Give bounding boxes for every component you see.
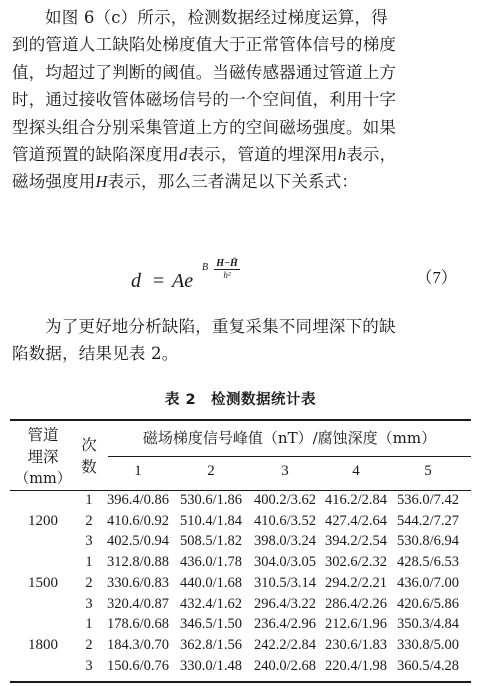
table-caption: 表 2 检测数据统计表 — [164, 392, 317, 408]
table-cell: 178.6/0.68 — [106, 616, 170, 633]
table-cell: 544.2/7.27 — [396, 512, 460, 529]
text-line: 时，通过接收管体磁场信号的一个空间值，利用十字 — [12, 90, 397, 110]
table-cell: 220.4/1.98 — [324, 657, 388, 674]
variable-h: h — [337, 145, 347, 165]
table-cell: 296.4/3.22 — [253, 595, 317, 612]
equation-numerator: H−H̄ — [216, 258, 238, 269]
count-cell: 1 — [85, 554, 93, 571]
table-cell: 346.5/1.50 — [179, 616, 243, 633]
table-top-rule — [10, 419, 471, 421]
table-header-subrule — [108, 456, 471, 457]
equation-7 — [0, 258, 481, 308]
table-cell: 398.0/3.24 — [253, 533, 317, 550]
column-header-3: 3 — [281, 463, 289, 479]
table-cell: 530.6/1.86 — [179, 492, 243, 508]
body-paragraph-2 — [12, 313, 472, 368]
table-cell: 236.4/2.96 — [253, 616, 317, 633]
equation-rhs: Ae — [172, 270, 194, 292]
table-cell: 410.6/0.92 — [106, 512, 170, 529]
table-cell: 394.2/2.54 — [324, 533, 388, 550]
count-cell: 2 — [85, 636, 93, 653]
table-cell: 508.5/1.82 — [179, 533, 243, 550]
text-line — [12, 141, 472, 168]
table-cell: 436.0/1.78 — [179, 554, 243, 571]
table-cell: 212.6/1.96 — [324, 616, 388, 633]
table-bottom-rule — [10, 681, 471, 683]
table-cell: 184.3/0.70 — [106, 636, 170, 653]
header-depth-unit: （mm） — [14, 471, 72, 487]
table-cell: 400.2/3.62 — [253, 492, 317, 508]
table-cell: 432.4/1.62 — [179, 595, 243, 612]
table-cell: 436.0/7.00 — [396, 574, 460, 591]
text-span: 表示， — [346, 145, 397, 165]
text-line: 陷数据，结果见表 2。 — [12, 344, 179, 364]
table-cell: 396.4/0.86 — [106, 492, 170, 508]
column-header-5: 5 — [424, 463, 432, 479]
header-count-line-1: 次 — [81, 436, 97, 454]
table-cell: 427.4/2.64 — [324, 512, 388, 529]
table-cell: 420.6/5.86 — [396, 595, 460, 612]
count-cell: 3 — [85, 595, 93, 612]
table-cell: 510.4/1.84 — [179, 512, 243, 529]
table-cell: 150.6/0.76 — [106, 657, 170, 674]
equation-exponent-coef: B — [202, 262, 209, 273]
text-span: 表示，那么三者满足以下关系式： — [107, 172, 359, 192]
table-header-rule — [10, 490, 471, 491]
table-cell: 428.5/6.53 — [396, 554, 460, 571]
equation-equals: = — [153, 270, 165, 292]
text-line: 型探头组合分别采集管道上方的空间磁场强度。如果 — [12, 117, 397, 137]
header-group: 磁场梯度信号峰值（nT）/腐蚀深度（mm） — [142, 429, 437, 447]
text-line: 如图 6（c）所示，检测数据经过梯度运算，得 — [45, 8, 388, 27]
variable-H: H — [95, 172, 108, 192]
header-depth-line-2: 埋深 — [27, 448, 59, 466]
equation-exponent-fraction — [213, 258, 241, 280]
table-cell: 330.6/0.83 — [106, 574, 170, 591]
equation-denominator: h² — [223, 270, 231, 280]
column-header-1: 1 — [134, 463, 142, 479]
depth-cell: 1200 — [28, 512, 58, 529]
count-cell: 2 — [85, 512, 93, 529]
table-cell: 294.2/2.21 — [324, 574, 388, 591]
text-line: 为了更好地分析缺陷，重复采集不同埋深下的缺 — [45, 317, 396, 336]
table-cell: 350.3/4.84 — [396, 616, 460, 633]
table-cell: 402.5/0.94 — [106, 533, 170, 550]
table-cell: 320.4/0.87 — [106, 595, 170, 612]
table-cell: 330.0/1.48 — [179, 657, 243, 674]
table-cell: 360.5/4.28 — [396, 657, 460, 674]
table-cell: 230.6/1.83 — [324, 636, 388, 653]
table-cell: 302.6/2.32 — [324, 554, 388, 571]
column-header-2: 2 — [207, 463, 215, 479]
table-cell: 286.4/2.26 — [324, 595, 388, 612]
equation-number: （7） — [416, 268, 458, 287]
text-span: 表示，管道的埋深用 — [187, 145, 338, 165]
body-paragraph-1 — [12, 4, 472, 196]
text-line: 到的管道人工缺陷处梯度值大于正常管体信号的梯度 — [12, 35, 397, 55]
table-cell: 416.2/2.84 — [324, 492, 388, 508]
text-line — [12, 168, 472, 195]
table-cell: 536.0/7.42 — [396, 492, 460, 508]
table-cell: 440.0/1.68 — [179, 574, 243, 591]
table-cell: 530.8/6.94 — [396, 533, 460, 550]
table-cell: 240.0/2.68 — [253, 657, 317, 674]
header-count-line-2: 数 — [81, 458, 97, 476]
header-depth-line-1: 管道 — [27, 426, 59, 444]
table-cell: 312.8/0.88 — [106, 554, 170, 571]
table-cell: 242.2/2.84 — [253, 636, 317, 653]
text-span: 磁场强度用 — [12, 172, 96, 192]
count-cell: 2 — [85, 574, 93, 591]
depth-cell: 1500 — [28, 574, 58, 591]
table-cell: 330.8/5.00 — [396, 636, 460, 653]
table-cell: 362.8/1.56 — [179, 636, 243, 653]
count-cell: 3 — [85, 533, 93, 550]
text-span: 管道预置的缺陷深度用 — [12, 145, 179, 165]
equation-lhs: d — [131, 270, 141, 292]
table-cell: 304.0/3.05 — [253, 554, 317, 571]
table-cell: 310.5/3.14 — [253, 574, 317, 591]
depth-cell: 1800 — [28, 636, 58, 653]
text-line: 值，均超过了判断的阈值。当磁传感器通过管道上方 — [12, 62, 397, 82]
count-cell: 1 — [85, 616, 93, 633]
count-cell: 1 — [85, 492, 93, 508]
column-header-4: 4 — [352, 463, 360, 479]
count-cell: 3 — [85, 657, 93, 674]
table-cell: 410.6/3.52 — [253, 512, 317, 529]
variable-d: d — [179, 145, 188, 165]
